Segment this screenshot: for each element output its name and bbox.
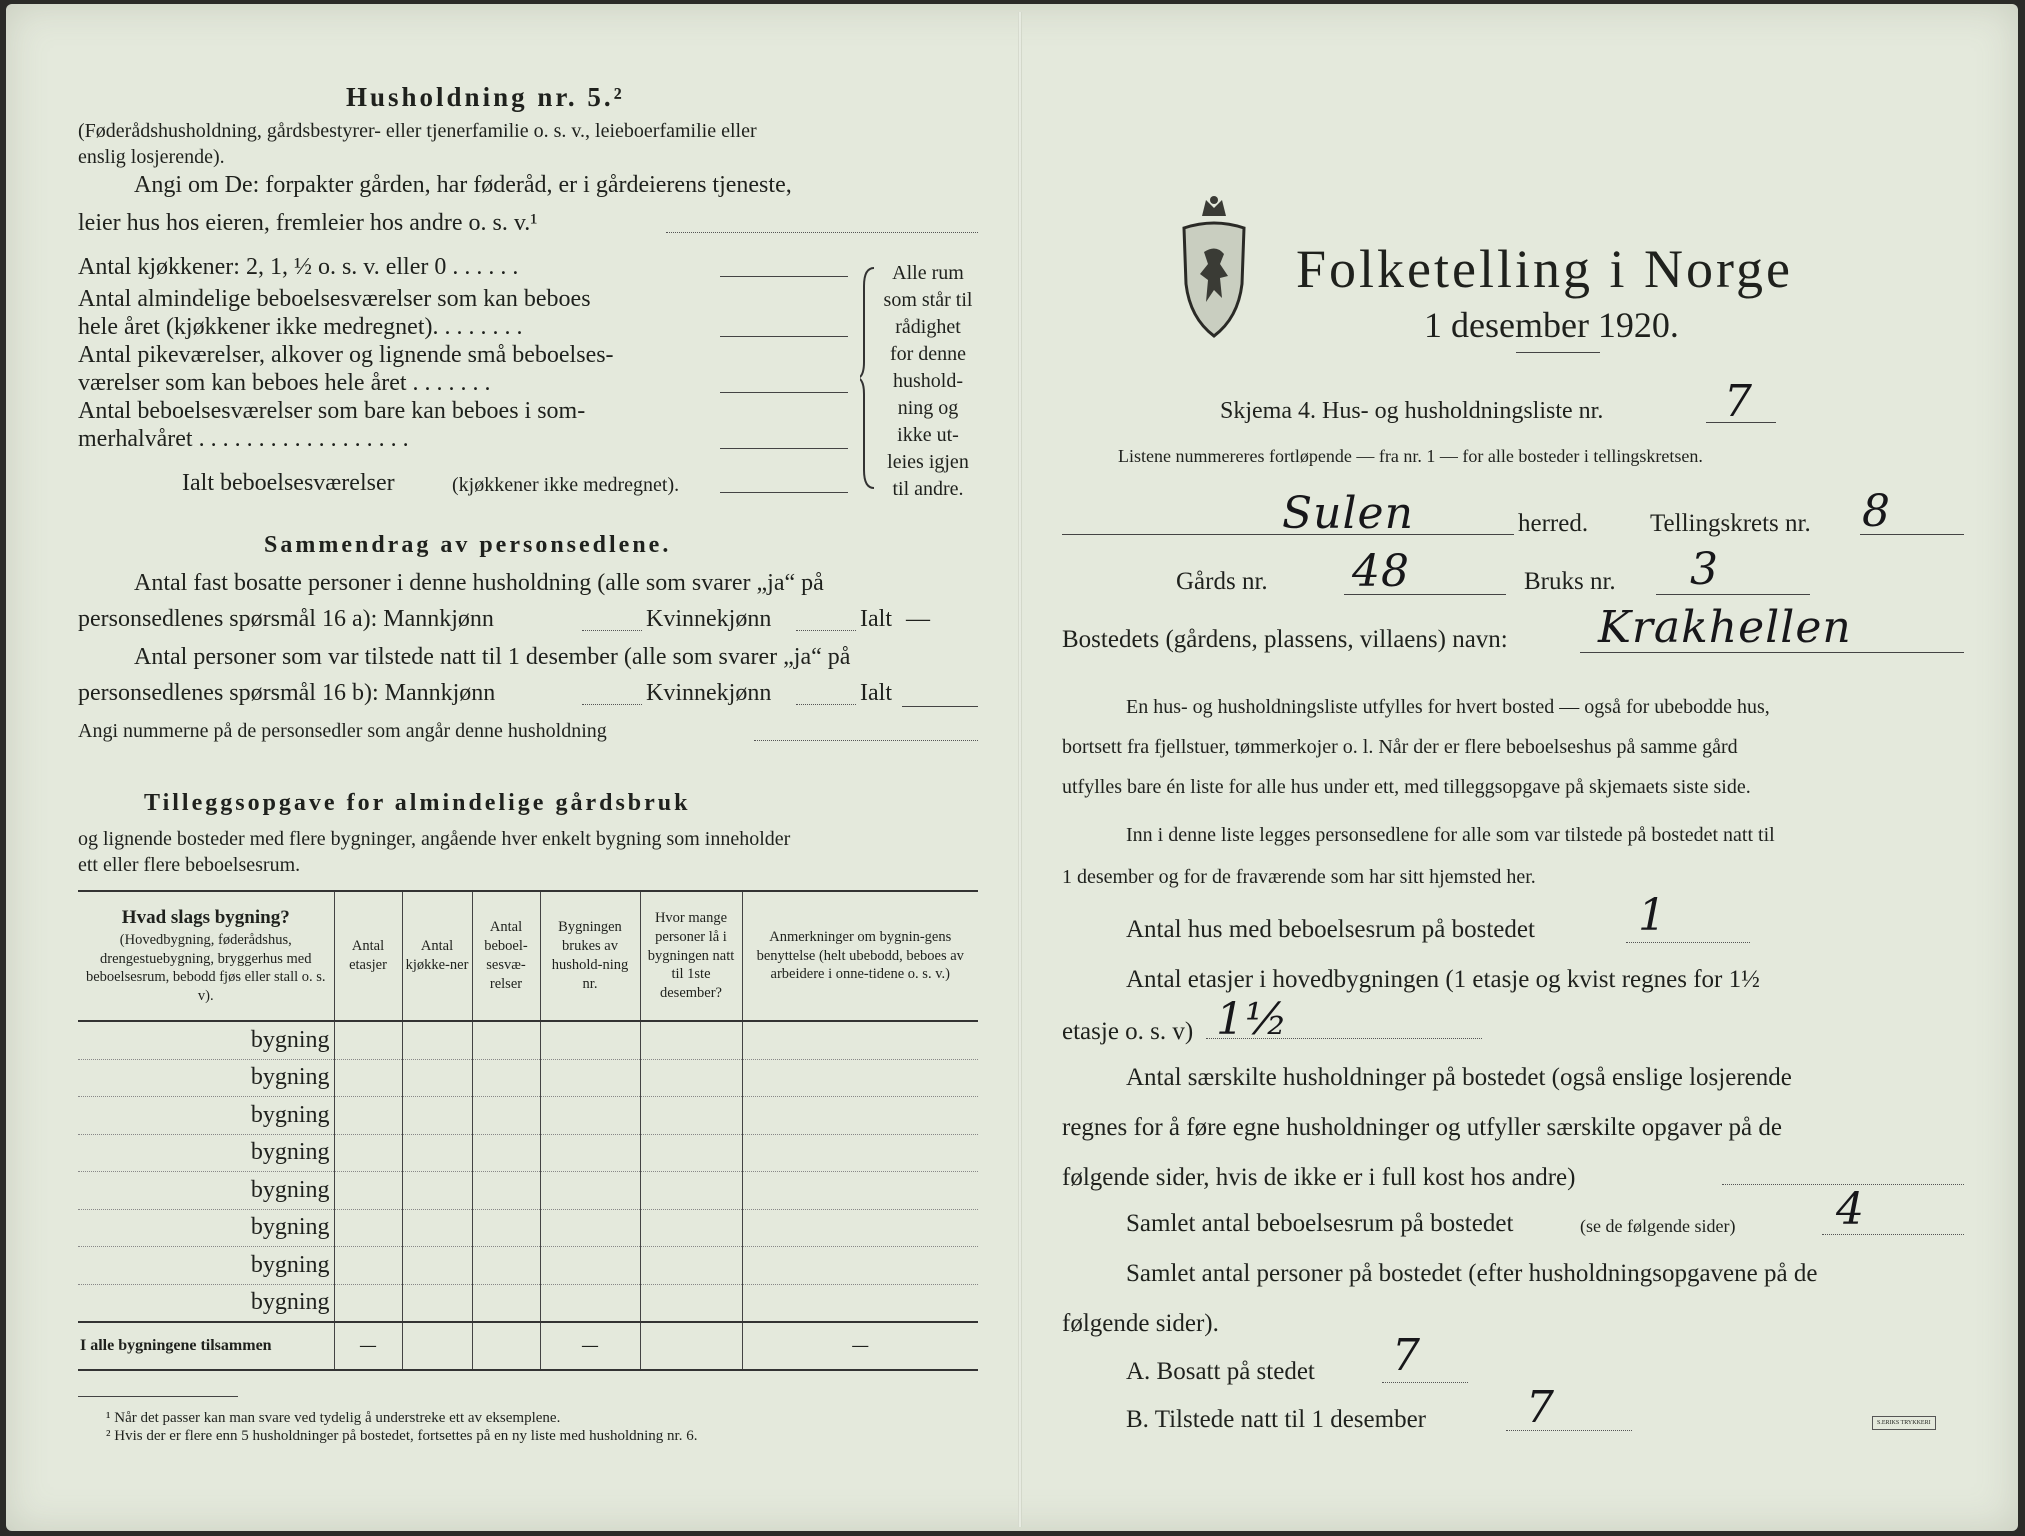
bosatt-label: A. Bosatt på stedet	[1126, 1358, 1315, 1385]
para1-line2: bortsett fra fjellstuer, tømmerkojer o. l. Når der er flere beboelseshus på samme gård	[1062, 736, 1738, 758]
building-row-cell	[402, 1097, 472, 1135]
rooms-regular-2: hele året (kjøkkener ikke medregnet). . . . . . . .	[78, 314, 523, 340]
summary-2a: Antal personer som var tilstede natt til 1 desember (alle som svarer „ja“ på	[134, 644, 851, 670]
building-row-cell	[402, 1134, 472, 1172]
building-row-cell	[402, 1021, 472, 1059]
building-row-cell	[640, 1134, 742, 1172]
building-row-cell	[472, 1021, 540, 1059]
building-row-cell	[472, 1134, 540, 1172]
household-title: Husholdning nr. 5.²	[346, 82, 625, 112]
census-sheet	[6, 4, 2018, 1531]
footnote-1: ¹ Når det passer kan man svare ved tydelig å understreke ett av eksemplene.	[106, 1410, 561, 1426]
census-date: 1 desember 1920.	[1424, 305, 1679, 345]
total-personer	[640, 1322, 742, 1370]
building-row-cell	[402, 1209, 472, 1247]
rooms-small-1: Antal pikeværelser, alkover og lignende små beboelses-	[78, 342, 614, 368]
kvinne-1-label: Kvinnekjønn	[646, 606, 772, 632]
bruks-value: 3	[1690, 544, 1719, 595]
total-kjokkener	[402, 1322, 472, 1370]
etasjer-line1: Antal etasjer i hovedbygningen (1 etasje og kvist regnes for 1½	[1126, 966, 1760, 993]
skjema-value: 7	[1724, 376, 1753, 427]
building-row-cell	[402, 1247, 472, 1285]
hus-value: 1	[1638, 890, 1667, 941]
samlet-pers-line1: Samlet antal personer på bostedet (efter husholdningsopgavene på de	[1126, 1260, 1818, 1287]
side-note	[878, 260, 978, 503]
building-row	[78, 1209, 978, 1247]
building-row-cell	[334, 1284, 402, 1322]
total-rum	[472, 1322, 540, 1370]
building-row-cell	[640, 1172, 742, 1210]
printer-stamp: S.ERIKS TRYKKERI	[1872, 1416, 1936, 1430]
building-row-cell	[540, 1021, 640, 1059]
side-note-line: Alle rum	[892, 262, 964, 284]
building-row-cell	[402, 1284, 472, 1322]
husholdn-line2: regnes for å føre egne husholdninger og utfyller særskilte opgaver på de	[1062, 1114, 1782, 1141]
gards-value: 48	[1352, 546, 1410, 597]
angi-line-2: leier hus hos eieren, fremleier hos andre o. s. v.¹	[78, 210, 538, 236]
etasjer-value: 1½	[1216, 994, 1289, 1045]
side-note-line: rådighet	[895, 316, 961, 338]
para2-line2: 1 desember og for de fraværende som har sitt hjemsted her.	[1062, 866, 1536, 888]
ialt-rooms-label: Ialt beboelsesværelser	[182, 470, 395, 496]
building-row-cell	[742, 1059, 978, 1097]
building-row	[78, 1059, 978, 1097]
building-row-cell	[402, 1172, 472, 1210]
rooms-kitchens: Antal kjøkkener: 2, 1, ½ o. s. v. eller 0 . . . . . .	[78, 254, 519, 280]
krets-line	[1860, 534, 1964, 535]
kvinne-2-label: Kvinnekjønn	[646, 680, 772, 706]
building-row-cell	[472, 1097, 540, 1135]
bosted-label: Bostedets (gårdens, plassens, villaens) navn:	[1062, 626, 1508, 653]
building-row	[78, 1172, 978, 1210]
building-row-cell	[640, 1247, 742, 1285]
hus-line	[1626, 942, 1750, 943]
building-row-label: bygning	[78, 1059, 334, 1097]
building-row-label: bygning	[78, 1284, 334, 1322]
summer-answer-line	[720, 448, 848, 449]
building-row-cell	[742, 1209, 978, 1247]
bosted-value: Krakhellen	[1598, 602, 1852, 653]
side-note-line: til andre.	[892, 478, 964, 500]
building-row-cell	[742, 1172, 978, 1210]
ialt-2-line	[902, 706, 978, 707]
husholdn-line1: Antal særskilte husholdninger på bostedet (også enslige losjerende	[1126, 1064, 1792, 1091]
tilstede-label: B. Tilstede natt til 1 desember	[1126, 1406, 1426, 1433]
building-row-cell	[472, 1247, 540, 1285]
col-building-type	[78, 891, 334, 1021]
ialt-1-label: Ialt	[860, 606, 892, 632]
building-row-cell	[402, 1059, 472, 1097]
mann-1-line	[582, 630, 642, 631]
herred-value: Sulen	[1282, 488, 1414, 539]
col-husholdning-nr: Bygningen brukes av hushold-ning nr.	[540, 891, 640, 1021]
side-note-line: for denne	[889, 343, 967, 365]
para1-line3: utfylles bare én liste for alle hus under ett, med tilleggsopgave på skjemaets siste side.	[1062, 776, 1751, 798]
buildings-table	[78, 890, 978, 1371]
total-husholdning: —	[540, 1322, 640, 1370]
tilstede-line	[1506, 1430, 1632, 1431]
building-row-cell	[742, 1284, 978, 1322]
date-rule	[1516, 352, 1600, 353]
building-row-cell	[472, 1172, 540, 1210]
kitchens-answer-line	[720, 276, 848, 277]
building-row-cell	[334, 1134, 402, 1172]
col-building-sub: (Hovedbygning, føderådshus, drengestuebygning, bryggerhus med beboelsesrum, bebodd fjøs eller stall o. s. v).	[85, 931, 326, 1005]
regular-answer-line	[720, 336, 848, 337]
building-row-cell	[472, 1059, 540, 1097]
building-row-label: bygning	[78, 1097, 334, 1135]
building-row-cell	[540, 1172, 640, 1210]
building-row-cell	[540, 1284, 640, 1322]
gards-line	[1344, 594, 1506, 595]
bosatt-value: 7	[1392, 1330, 1421, 1381]
herred-line	[1062, 534, 1514, 535]
bruks-label: Bruks nr.	[1524, 568, 1616, 595]
building-row-cell	[540, 1097, 640, 1135]
footnote-2: ² Hvis der er flere enn 5 husholdninger på bostedet, fortsettes på en ny liste med husholdning nr. 6.	[106, 1428, 698, 1444]
krets-label: Tellingskrets nr.	[1650, 510, 1811, 537]
building-row-cell	[472, 1209, 540, 1247]
samlet-pers-line2: følgende sider).	[1062, 1310, 1219, 1337]
supplement-1: og lignende bosteder med flere bygninger, angående hver enkelt bygning som inneholder	[78, 828, 791, 850]
col-anmerkninger: Anmerkninger om bygnin-gens benyttelse (helt ubebodd, beboes av arbeidere i onne-tidene o. s. v.)	[742, 891, 978, 1021]
building-row-cell	[640, 1284, 742, 1322]
total-label: I alle bygningene tilsammen	[78, 1322, 334, 1370]
kvinne-2-line	[796, 704, 856, 705]
mann-2-line	[582, 704, 642, 705]
herred-label: herred.	[1518, 510, 1589, 537]
building-row-cell	[334, 1097, 402, 1135]
col-personer: Hvor mange personer lå i bygningen natt til 1ste desember?	[640, 891, 742, 1021]
etasjer-line	[1206, 1038, 1482, 1039]
building-row	[78, 1134, 978, 1172]
building-row-cell	[472, 1284, 540, 1322]
hus-label: Antal hus med beboelsesrum på bostedet	[1126, 916, 1535, 943]
small-answer-line	[720, 392, 848, 393]
building-row-cell	[540, 1247, 640, 1285]
bosted-line	[1580, 652, 1964, 653]
gards-label: Gårds nr.	[1176, 568, 1268, 595]
page-fold	[1018, 12, 1022, 1527]
household-subtitle-1: (Føderådshusholdning, gårdsbestyrer- eller tjenerfamilie o. s. v., leieboerfamilie eller	[78, 120, 757, 142]
side-note-line: ning og	[897, 397, 959, 419]
summary-1b: personsedlenes spørsmål 16 a): Mannkjønn	[78, 606, 494, 632]
building-row-cell	[334, 1021, 402, 1059]
bruks-line	[1656, 594, 1810, 595]
supplement-title: Tilleggsopgave for almindelige gårdsbruk	[144, 790, 691, 816]
footnote-rule	[78, 1396, 238, 1397]
building-row-cell	[540, 1059, 640, 1097]
building-row-cell	[540, 1134, 640, 1172]
ialt-2-label: Ialt	[860, 680, 892, 706]
household-subtitle-2: enslig losjerende).	[78, 146, 225, 168]
building-row	[78, 1021, 978, 1059]
side-note-line: hushold-	[893, 370, 963, 392]
nummerne-line	[754, 740, 978, 741]
rooms-summer-1: Antal beboelsesværelser som bare kan beboes i som-	[78, 398, 586, 424]
etasjer-line2: etasje o. s. v)	[1062, 1018, 1194, 1045]
ialt-1-dash: —	[906, 606, 930, 632]
building-row-cell	[334, 1059, 402, 1097]
rooms-brace	[860, 266, 878, 490]
samlet-rum-line	[1822, 1234, 1964, 1235]
para2-line1: Inn i denne liste legges personsedlene for alle som var tilstede på bostedet natt til	[1126, 824, 1775, 846]
para1-line1: En hus- og husholdningsliste utfylles for hvert bosted — også for ubebodde hus,	[1126, 696, 1770, 718]
building-row-cell	[742, 1247, 978, 1285]
building-row-cell	[334, 1209, 402, 1247]
skjema-label: Skjema 4. Hus- og husholdningsliste nr.	[1220, 398, 1604, 424]
angi-line-1: Angi om De: forpakter gården, har føderåd, er i gårdeierens tjeneste,	[134, 172, 792, 198]
krets-value: 8	[1862, 486, 1891, 537]
building-row-cell	[640, 1021, 742, 1059]
side-note-line: leies igjen	[887, 451, 969, 473]
ialt-rooms-line	[720, 492, 848, 493]
building-row-cell	[334, 1172, 402, 1210]
rooms-regular-1: Antal almindelige beboelsesværelser som kan beboes	[78, 286, 591, 312]
skjema-line	[1706, 422, 1776, 423]
census-title: Folketelling i Norge	[1296, 239, 1793, 299]
side-note-line: som står til	[883, 289, 973, 311]
building-row	[78, 1097, 978, 1135]
building-row-label: bygning	[78, 1021, 334, 1059]
samlet-rum-label: Samlet antal beboelsesrum på bostedet	[1126, 1210, 1514, 1237]
kvinne-1-line	[796, 630, 856, 631]
tilstede-value: 7	[1526, 1382, 1555, 1433]
ialt-rooms-note: (kjøkkener ikke medregnet).	[452, 474, 680, 496]
summary-2b: personsedlenes spørsmål 16 b): Mannkjønn	[78, 680, 496, 706]
samlet-rum-value: 4	[1836, 1184, 1865, 1235]
angi-nummerne: Angi nummerne på de personsedler som angår denne husholdning	[78, 720, 607, 742]
building-row	[78, 1284, 978, 1322]
building-row	[78, 1247, 978, 1285]
bosatt-line	[1382, 1382, 1468, 1383]
supplement-2: ett eller flere beboelsesrum.	[78, 854, 301, 876]
rooms-summer-2: merhalvåret . . . . . . . . . . . . . . . . . .	[78, 426, 409, 452]
samlet-rum-note: (se de følgende sider)	[1580, 1216, 1736, 1236]
building-row-label: bygning	[78, 1209, 334, 1247]
building-row-cell	[640, 1059, 742, 1097]
building-row-cell	[742, 1097, 978, 1135]
col-building-title: Hvad slags bygning?	[121, 906, 290, 928]
col-etasjer: Antal etasjer	[334, 891, 402, 1021]
building-row-cell	[540, 1209, 640, 1247]
total-etasjer: —	[334, 1322, 402, 1370]
total-anmerkninger: —	[742, 1322, 978, 1370]
angi-answer-line	[666, 232, 978, 233]
husholdn-line3: følgende sider, hvis de ikke er i full kost hos andre)	[1062, 1164, 1576, 1191]
rooms-small-2: værelser som kan beboes hele året . . . . . . .	[78, 370, 491, 396]
listene-note: Listene nummereres fortløpende — fra nr. 1 — for alle bosteder i tellingskretsen.	[1118, 446, 1703, 466]
building-row-label: bygning	[78, 1134, 334, 1172]
col-kjokkener: Antal kjøkke-ner	[402, 891, 472, 1021]
col-beboelsesvaerelser: Antal beboel-sesvæ-relser	[472, 891, 540, 1021]
building-row-cell	[742, 1021, 978, 1059]
coat-of-arms-icon	[1176, 194, 1252, 344]
building-row-label: bygning	[78, 1247, 334, 1285]
building-row-cell	[334, 1247, 402, 1285]
summary-1a: Antal fast bosatte personer i denne husholdning (alle som svarer „ja“ på	[134, 570, 824, 596]
building-row-cell	[640, 1097, 742, 1135]
building-row-cell	[742, 1134, 978, 1172]
building-row-label: bygning	[78, 1172, 334, 1210]
building-row-cell	[640, 1209, 742, 1247]
side-note-line: ikke ut-	[897, 424, 959, 446]
summary-title: Sammendrag av personsedlene.	[264, 532, 672, 558]
